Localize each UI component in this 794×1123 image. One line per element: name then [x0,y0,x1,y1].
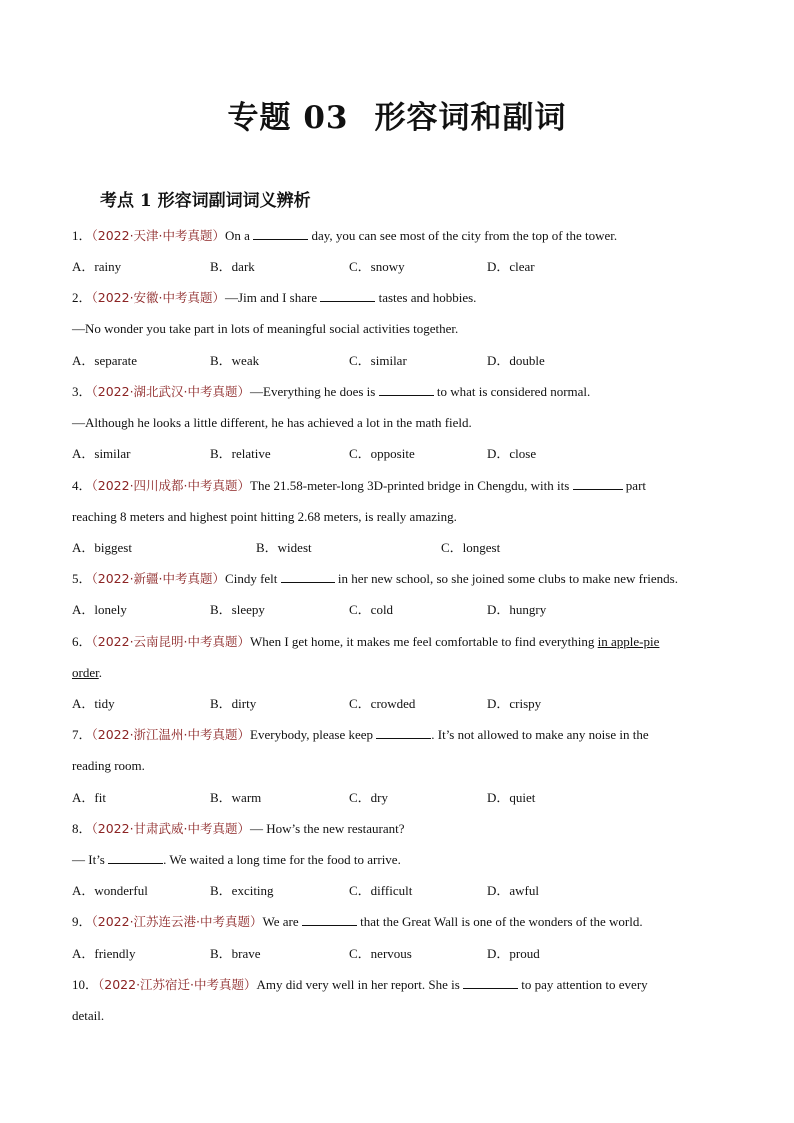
option-b: B．brave [210,946,261,961]
title-topic-name: 形容词和副词 [374,100,567,136]
option-a: A．wonderful [72,883,148,898]
question-number: 2． [72,290,92,305]
option-d: D．proud [487,946,540,961]
question-text: We are [262,914,302,929]
question-7-line-2: reading room. [72,758,145,773]
underlined-phrase: in apple-pie [597,634,660,649]
question-text: — How’s the new restaurant? [250,821,405,836]
question-text: . We waited a long time for the food to arrive. [163,852,401,867]
question-text: to what is considered normal. [433,384,591,399]
option-b: B．dirty [210,696,257,711]
option-c: C．cold [349,602,394,617]
question-source: （2022·湖北武汉·中考真题） [91,384,251,399]
option-a: A．lonely [72,602,127,617]
option-b: B．exciting [210,883,274,898]
option-b: B．relative [210,446,271,461]
option-d: D．close [487,446,537,461]
question-number: 1． [72,228,92,243]
option-a: A．biggest [72,540,132,555]
option-c: C．difficult [349,883,413,898]
question-7 [72,726,649,744]
question-6-line-2 [72,664,102,682]
option-d: D．awful [487,883,539,898]
question-3-line-2: —Although he looks a little different, he has achieved a lot in the math field. [72,415,472,430]
title-topic-number: 专题 03 [227,100,349,136]
question-9 [72,913,643,931]
question-2-line-2: —No wonder you take part in lots of meaningful social activities together. [72,321,459,336]
question-source: （2022·新疆·中考真题） [91,571,226,586]
option-c: C．nervous [349,946,412,961]
answer-blank [463,976,518,989]
question-text: day, you can see most of the city from the top of the tower. [308,228,618,243]
question-number: 4． [72,478,92,493]
question-10-line-2: detail. [72,1008,105,1023]
question-text: in her new school, so she joined some clubs to make new friends. [334,571,678,586]
question-text: Amy did very well in her report. She is [256,977,464,992]
option-c: C．dry [349,790,389,805]
question-5 [72,570,678,588]
question-text: — It’s [72,852,109,867]
question-text: —Everything he does is [250,384,379,399]
option-d: D．crispy [487,696,542,711]
question-source: （2022·江苏连云港·中考真题） [91,914,263,929]
question-number: 5． [72,571,92,586]
option-a: A．similar [72,446,131,461]
option-a: A．rainy [72,259,122,274]
question-6 [72,633,659,651]
answer-blank [253,227,308,240]
answer-blank [320,289,375,302]
question-text: Cindy felt [225,571,281,586]
question-text: part [622,478,647,493]
option-a: A．tidy [72,696,115,711]
option-a: A．friendly [72,946,136,961]
option-c: C．longest [441,540,501,555]
question-text: tastes and hobbies. [375,290,477,305]
option-c: C．similar [349,353,407,368]
option-c: C．opposite [349,446,415,461]
question-source: （2022·浙江温州·中考真题） [91,727,251,742]
question-8 [72,820,405,838]
question-number: 9． [72,914,92,929]
question-source: （2022·甘肃武威·中考真题） [91,821,251,836]
option-b: B．sleepy [210,602,265,617]
answer-blank [379,383,434,396]
option-b: B．widest [256,540,312,555]
option-d: D．hungry [487,602,547,617]
option-c: C．snowy [349,259,405,274]
question-8-line-2 [72,851,401,869]
question-number: 8． [72,821,92,836]
option-d: D．clear [487,259,535,274]
answer-blank [376,726,431,739]
question-number: 7． [72,727,92,742]
option-a: A．fit [72,790,106,805]
question-4-line-2: reaching 8 meters and highest point hitting 2.68 meters, is really amazing. [72,509,457,524]
question-3 [72,383,590,401]
question-text: . [98,665,102,680]
question-source: （2022·天津·中考真题） [91,228,226,243]
question-source: （2022·江苏宿迁·中考真题） [98,977,257,992]
page-title [0,92,794,137]
option-a: A．separate [72,353,137,368]
question-source: （2022·云南昆明·中考真题） [91,634,251,649]
question-text: When I get home, it makes me feel comfortable to find everything [250,634,598,649]
option-b: B．weak [210,353,260,368]
answer-blank [302,913,357,926]
question-number: 10． [72,977,99,992]
underlined-phrase: order [72,665,99,680]
question-10 [72,976,648,994]
question-text: . It’s not allowed to make any noise in the [431,727,649,742]
question-number: 3． [72,384,92,399]
option-c: C．crowded [349,696,416,711]
question-text: to pay attention to every [518,977,648,992]
question-text: that the Great Wall is one of the wonders of the world. [356,914,643,929]
question-1 [72,227,617,245]
question-source: （2022·四川成都·中考真题） [91,478,251,493]
option-d: D．quiet [487,790,536,805]
question-text: Everybody, please keep [250,727,377,742]
answer-blank [281,570,335,583]
question-text: On a [225,228,254,243]
question-text: —Jim and I share [225,290,321,305]
question-2 [72,289,476,307]
option-d: D．double [487,353,545,368]
question-4 [72,477,646,495]
question-source: （2022·安徽·中考真题） [91,290,226,305]
question-text: The 21.58-meter-long 3D-printed bridge in Chengdu, with its [250,478,573,493]
question-number: 6． [72,634,92,649]
option-b: B．warm [210,790,262,805]
option-b: B．dark [210,259,255,274]
answer-blank [108,851,163,864]
answer-blank [573,477,623,490]
section-heading: 考点 1 形容词副词词义辨析 [100,191,311,211]
